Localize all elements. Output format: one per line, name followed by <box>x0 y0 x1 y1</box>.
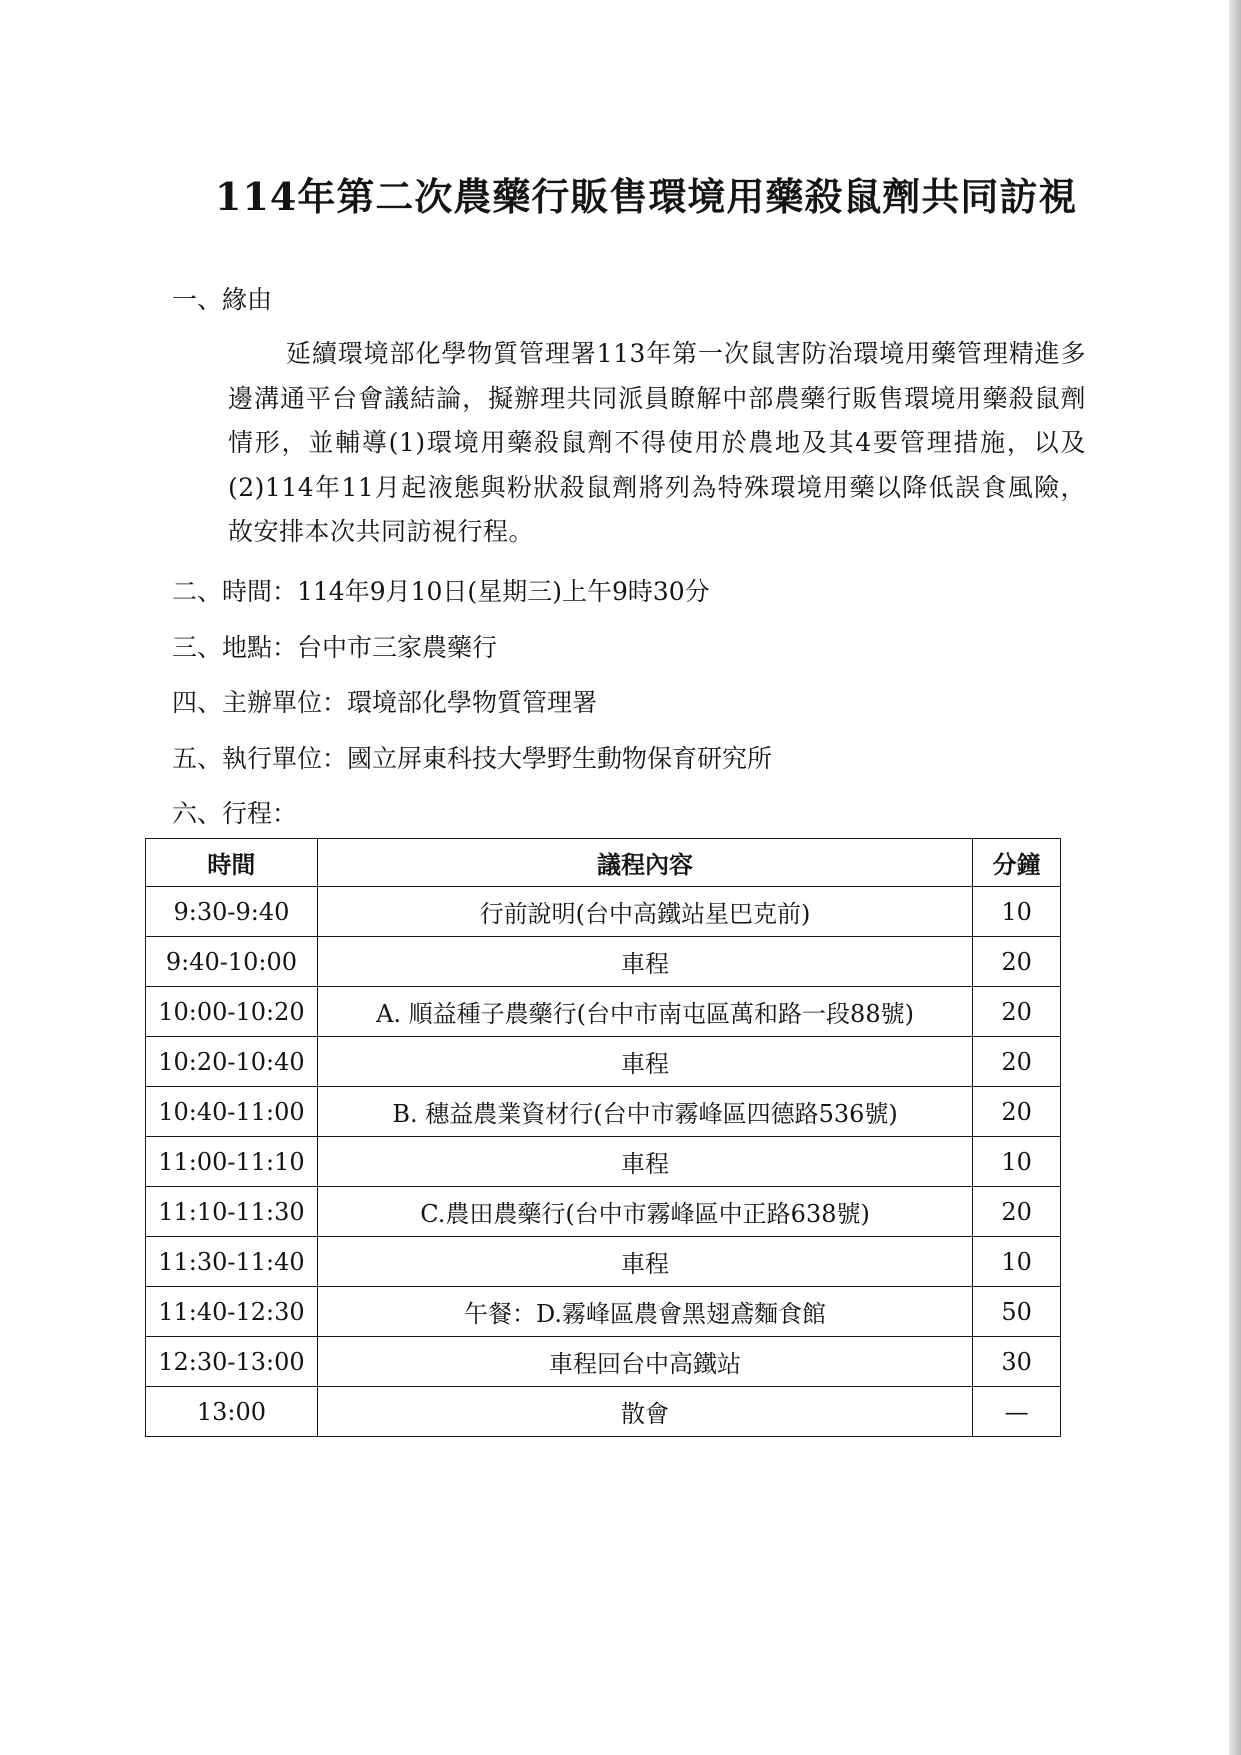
row-time: 10:20-10:40 <box>146 1037 318 1087</box>
schedule-header-row <box>146 839 1061 887</box>
document-title: 114年第二次農藥行販售環境用藥殺鼠劑共同訪視 <box>215 174 1078 219</box>
table-row <box>146 1187 1061 1237</box>
row-time: 11:30-11:40 <box>146 1237 318 1287</box>
row-minutes: 50 <box>973 1287 1061 1337</box>
table-row <box>146 1287 1061 1337</box>
section-reason-body: 延續環境部化學物質管理署113年第一次鼠害防治環境用藥管理精進多邊溝通平台會議結論，擬辦理共同派員瞭解中部農藥行販售環境用藥殺鼠劑情形，並輔導(1)環境用藥殺鼠劑不得使用於農地及其4要管理措施，以及(2)114年11月起液態與粉狀殺鼠劑將列為特殊環境用藥以降低誤食風險，故安排本次共同訪視行程。 <box>228 339 1086 546</box>
row-time: 11:10-11:30 <box>146 1187 318 1237</box>
table-row <box>146 987 1061 1037</box>
section-reason-heading: 一、緣由 <box>172 285 273 314</box>
row-time: 10:40-11:00 <box>146 1087 318 1137</box>
row-time: 12:30-13:00 <box>146 1337 318 1387</box>
row-minutes: 20 <box>973 937 1061 987</box>
row-agenda: 車程 <box>317 937 972 987</box>
header-minutes: 分鐘 <box>973 839 1061 887</box>
table-row <box>146 887 1061 937</box>
row-agenda: 車程回台中高鐵站 <box>317 1337 972 1387</box>
row-minutes: 10 <box>973 1137 1061 1187</box>
row-time: 10:00-10:20 <box>146 987 318 1037</box>
section-schedule-heading: 六、行程： <box>172 799 298 828</box>
scan-page-edge <box>1229 0 1241 1755</box>
row-minutes: 20 <box>973 1087 1061 1137</box>
row-agenda: 行前說明(台中高鐵站星巴克前) <box>317 887 972 937</box>
row-minutes: 20 <box>973 987 1061 1037</box>
row-agenda: C.農田農藥行(台中市霧峰區中正路638號) <box>317 1187 972 1237</box>
row-time: 13:00 <box>146 1387 318 1437</box>
row-agenda: 車程 <box>317 1037 972 1087</box>
row-agenda: A. 順益種子農藥行(台中市南屯區萬和路一段88號) <box>317 987 972 1037</box>
header-time: 時間 <box>146 839 318 887</box>
table-row <box>146 1037 1061 1087</box>
section-organizer: 四、主辦單位：環境部化學物質管理署 <box>172 688 598 717</box>
table-row <box>146 937 1061 987</box>
row-minutes: 10 <box>973 887 1061 937</box>
section-executor: 五、執行單位：國立屏東科技大學野生動物保育研究所 <box>172 744 773 773</box>
row-agenda: 散會 <box>317 1387 972 1437</box>
row-minutes: 20 <box>973 1187 1061 1237</box>
section-time: 二、時間：114年9月10日(星期三)上午9時30分 <box>172 577 710 606</box>
row-minutes: 10 <box>973 1237 1061 1287</box>
table-row <box>146 1237 1061 1287</box>
row-time: 11:00-11:10 <box>146 1137 318 1187</box>
row-agenda: B. 穗益農業資材行(台中市霧峰區四德路536號) <box>317 1087 972 1137</box>
row-minutes: 30 <box>973 1337 1061 1387</box>
table-row <box>146 1137 1061 1187</box>
row-time: 9:40-10:00 <box>146 937 318 987</box>
row-time: 9:30-9:40 <box>146 887 318 937</box>
schedule-table <box>145 838 1061 1437</box>
table-row <box>146 1087 1061 1137</box>
row-agenda: 車程 <box>317 1137 972 1187</box>
section-location: 三、地點：台中市三家農藥行 <box>172 633 498 662</box>
row-agenda: 車程 <box>317 1237 972 1287</box>
table-row <box>146 1387 1061 1437</box>
row-agenda: 午餐：D.霧峰區農會黑翅鳶麵食館 <box>317 1287 972 1337</box>
row-minutes: — <box>973 1387 1061 1437</box>
row-minutes: 20 <box>973 1037 1061 1087</box>
table-row <box>146 1337 1061 1387</box>
row-time: 11:40-12:30 <box>146 1287 318 1337</box>
header-agenda: 議程內容 <box>317 839 972 887</box>
